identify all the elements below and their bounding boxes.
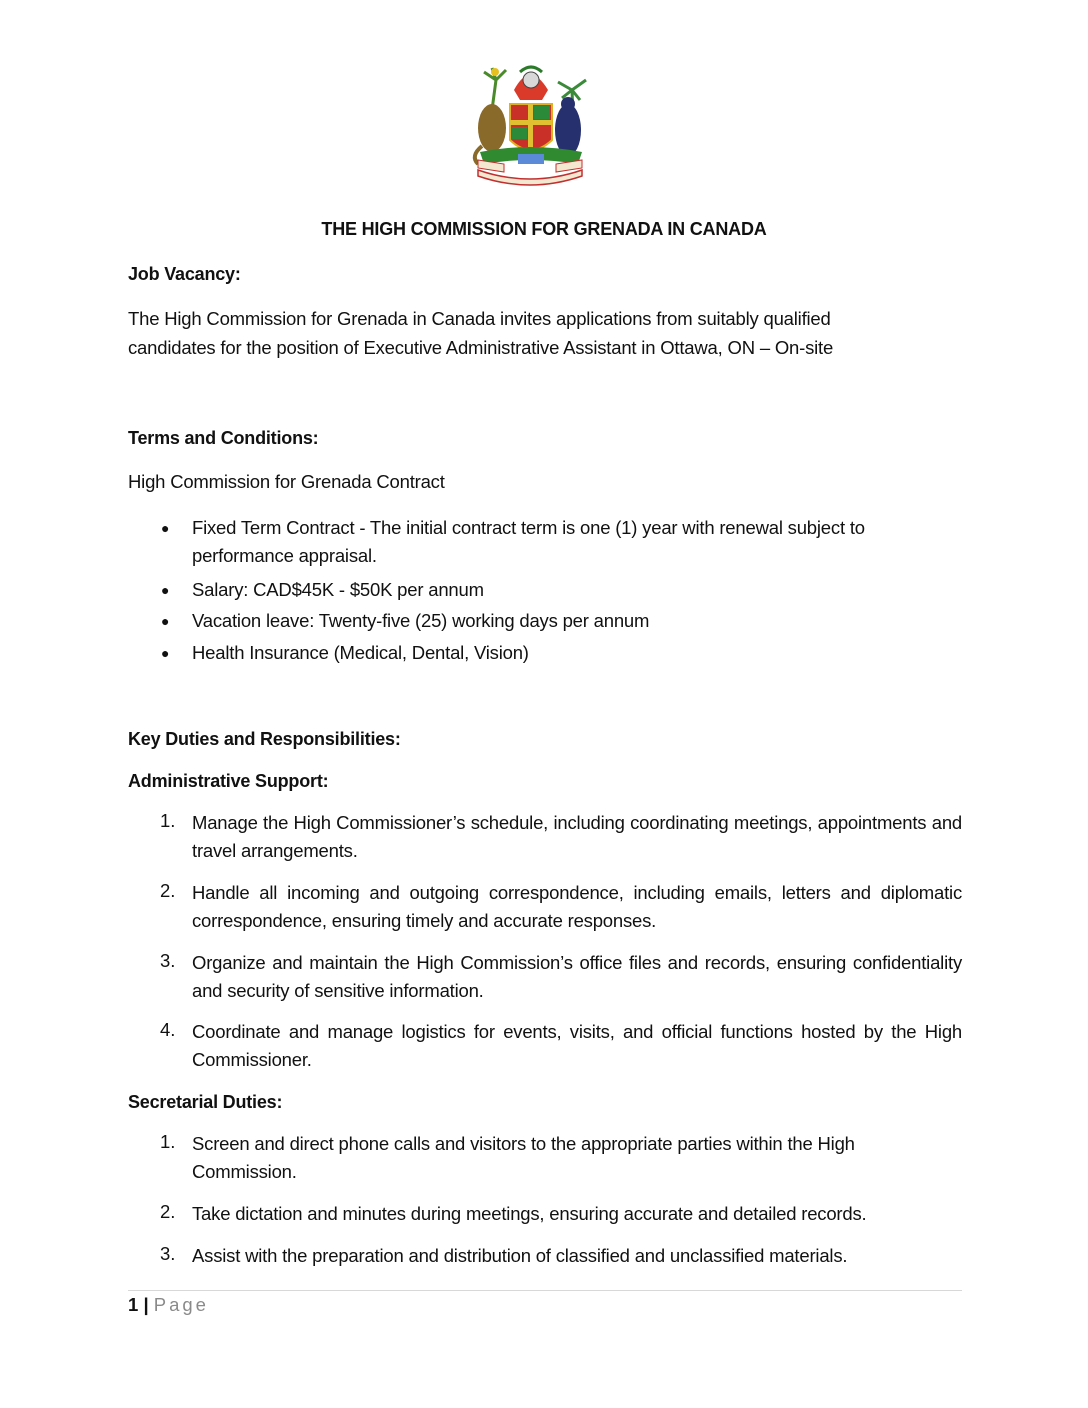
footer-divider xyxy=(128,1290,962,1291)
secretarial-duty-item: Screen and direct phone calls and visitors to the appropriate parties within the High Commission. xyxy=(192,1133,855,1182)
list-number: 4. xyxy=(160,1019,176,1040)
job-vacancy-text xyxy=(128,305,968,362)
terms-item: Vacation leave: Twenty-five (25) working days per annum xyxy=(192,610,650,631)
job-vacancy-line-2: candidates for the position of Executive Administrative Assistant in Ottawa, ON – On-site xyxy=(128,336,834,358)
page-label: Page xyxy=(153,1294,209,1315)
list-number: 1. xyxy=(160,810,176,831)
page-number: 1 xyxy=(128,1294,139,1315)
coat-of-arms-icon xyxy=(462,60,598,192)
footer-separator: | xyxy=(143,1294,149,1315)
secretarial-duty-item: Assist with the preparation and distribution of classified and unclassified materials. xyxy=(192,1245,848,1266)
secretarial-duty-item: Take dictation and minutes during meetings, ensuring accurate and detailed records. xyxy=(192,1203,867,1224)
job-vacancy-line-1: The High Commission for Grenada in Canada invites applications from suitably qualified xyxy=(128,308,831,329)
list-number: 3. xyxy=(160,950,176,971)
admin-duty-item: Organize and maintain the High Commission’s office files and records, ensuring confidentiality and security of sensitive information. xyxy=(192,952,962,1001)
terms-item: Health Insurance (Medical, Dental, Vision) xyxy=(192,642,529,663)
bullet-icon: ● xyxy=(161,645,170,661)
terms-subtitle: High Commission for Grenada Contract xyxy=(128,471,445,492)
job-vacancy-heading: Job Vacancy: xyxy=(128,264,241,284)
duties-heading: Key Duties and Responsibilities: xyxy=(128,729,401,749)
terms-item: Fixed Term Contract - The initial contract term is one (1) year with renewal subject to performance appraisal. xyxy=(192,517,865,566)
list-number: 2. xyxy=(160,880,176,901)
admin-duty-item: Handle all incoming and outgoing correspondence, including emails, letters and diplomatic correspondence, ensuring timely and accurate responses. xyxy=(192,882,962,931)
list-number: 2. xyxy=(160,1201,176,1222)
list-number: 1. xyxy=(160,1131,176,1152)
secretarial-heading: Secretarial Duties: xyxy=(128,1092,283,1112)
bullet-icon: ● xyxy=(161,582,170,598)
document-title: THE HIGH COMMISSION FOR GRENADA IN CANADA xyxy=(321,219,767,239)
page-footer xyxy=(128,1294,209,1316)
terms-heading: Terms and Conditions: xyxy=(128,428,319,448)
terms-item: Salary: CAD$45K - $50K per annum xyxy=(192,579,484,600)
admin-support-heading: Administrative Support: xyxy=(128,771,329,791)
bullet-icon: ● xyxy=(161,613,170,629)
bullet-icon: ● xyxy=(161,520,170,536)
list-number: 3. xyxy=(160,1243,176,1264)
admin-duty-item: Coordinate and manage logistics for events, visits, and official functions hosted by the High Commissioner. xyxy=(192,1021,962,1070)
admin-duty-item: Manage the High Commissioner’s schedule, including coordinating meetings, appointments and travel arrangements. xyxy=(192,812,962,861)
